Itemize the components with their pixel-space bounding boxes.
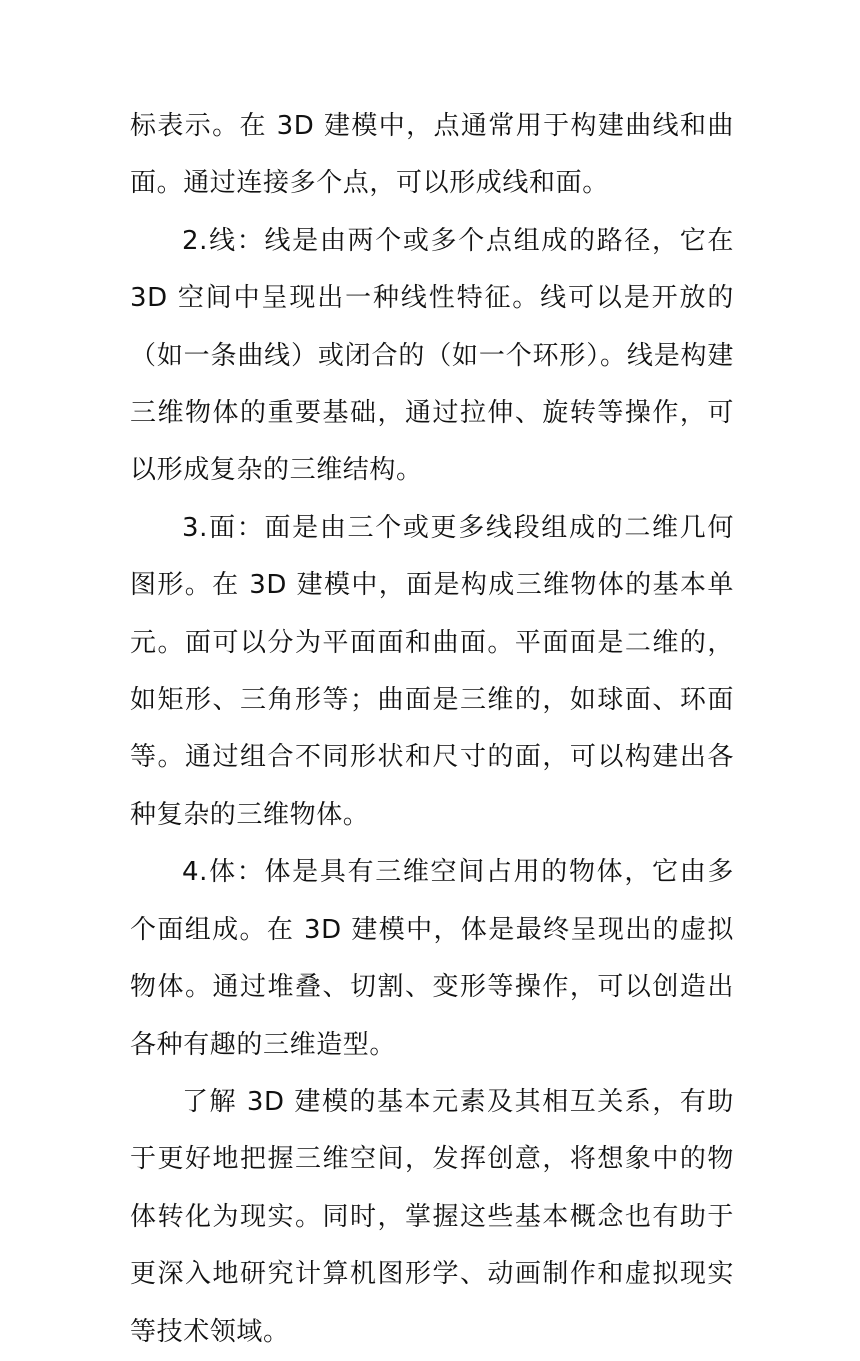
- paragraph-face: 3.面：面是由三个或更多线段组成的二维几何图形。在 3D 建模中，面是构成三维物体的基本单元。面可以分为平面面和曲面。平面面是二维的，如矩形、三角形等；曲面是三维的，如球面、环面等。通过组合不同形状和尺寸的面，可以构建出各种复杂的三维物体。: [130, 512, 734, 830]
- paragraph-body: 4.体：体是具有三维空间占用的物体，它由多个面组成。在 3D 建模中，体是最终呈现出的虚拟物体。通过堆叠、切割、变形等操作，可以创造出各种有趣的三维造型。: [130, 857, 734, 1060]
- paragraph-conclusion: 了解 3D 建模的基本元素及其相互关系，有助于更好地把握三维空间，发挥创意，将想象中的物体转化为现实。同时，掌握这些基本概念也有助于更深入地研究计算机图形学、动画制作和虚拟现实等技术领域。: [130, 1086, 734, 1347]
- paragraph-line: 2.线：线是由两个或多个点组成的路径，它在 3D 空间中呈现出一种线性特征。线可以是开放的（如一条曲线）或闭合的（如一个环形）。线是构建三维物体的重要基础，通过拉伸、旋转等操作，可以形成复杂的三维结构。: [130, 225, 734, 486]
- body-text: [130, 98, 734, 1361]
- paragraph-point-continued: 标表示。在 3D 建模中，点通常用于构建曲线和曲面。通过连接多个点，可以形成线和面。: [130, 111, 734, 199]
